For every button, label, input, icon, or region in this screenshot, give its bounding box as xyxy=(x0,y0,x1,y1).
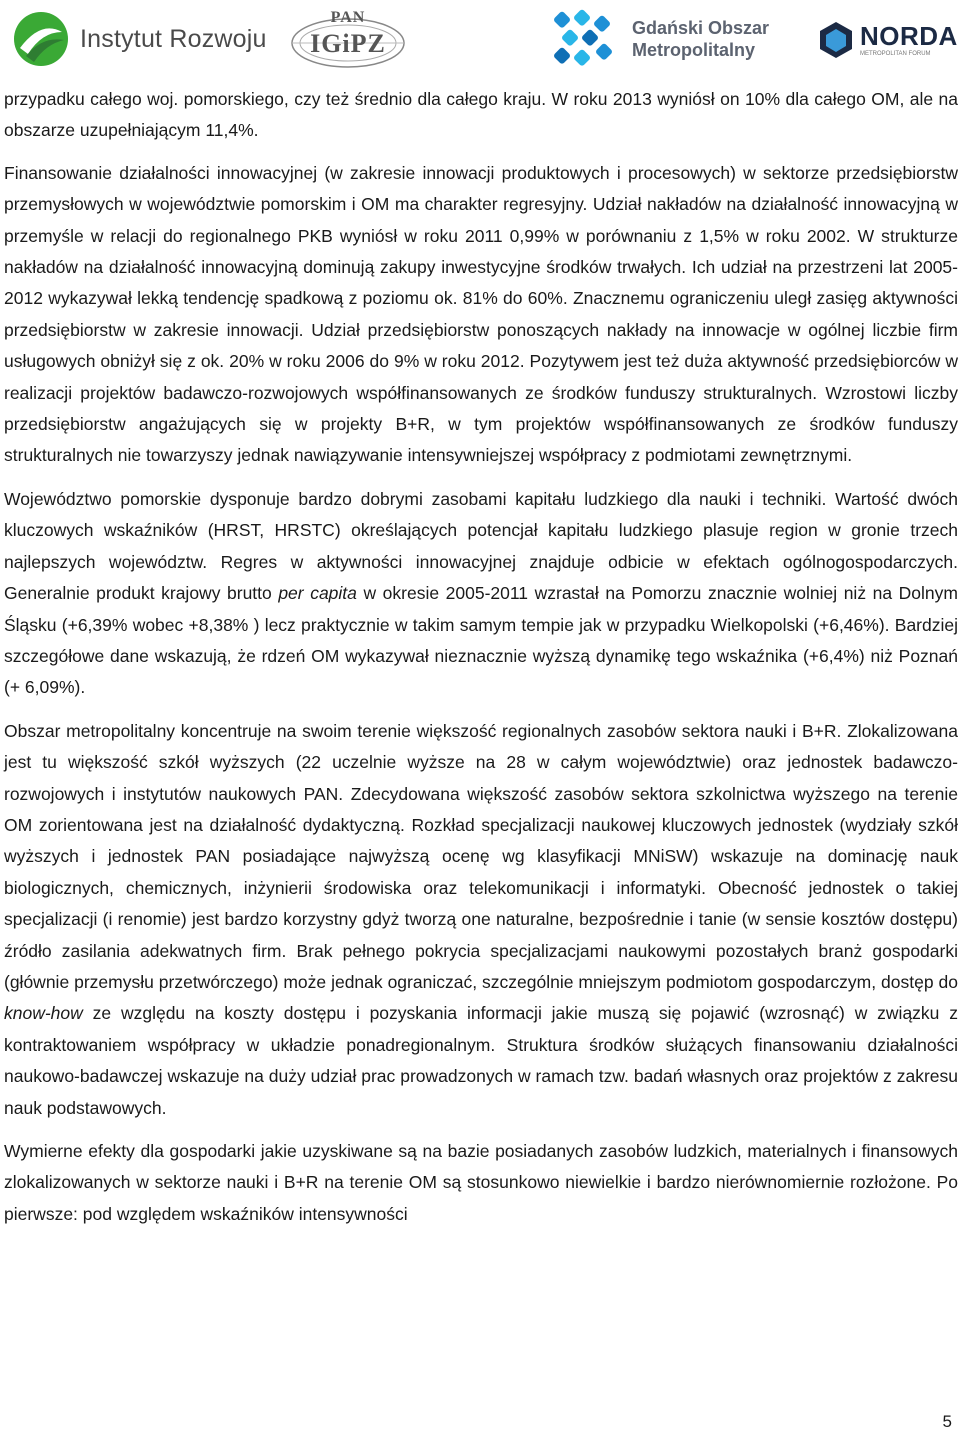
instytut-rozwoju-icon xyxy=(12,10,70,68)
paragraph-4-text-b: ze względu na koszty dostępu i pozyskania informacji jakie muszą się pojawić (wzrosnąć) w związku z kontraktowaniem współpracy w układzie ponadregionalnym. Struktura środków służących finansowaniu działalności naukowo-badawczej wskazuje na duży udział prac prowadzonych w ramach tzw. badań własnych oraz projektów z zakresu nauk podstawowych. xyxy=(4,1003,958,1118)
gdanski-obszar-metropolitalny-icon xyxy=(552,9,618,69)
pan-label: PAN xyxy=(330,9,366,26)
paragraph-4-italic: know-how xyxy=(4,1003,83,1024)
igipz-label: IGiPZ xyxy=(310,29,386,58)
gdo-line2: Metropolitalny xyxy=(632,40,756,60)
paragraph-3 xyxy=(4,484,958,704)
norda-tagline: METROPOLITAN FORUM xyxy=(860,51,931,57)
paragraph-2: Finansowanie działalności innowacyjnej (w zakresie innowacji produktowych i procesowych) w sektorze przedsiębiorstw przemysłowych w województwie pomorskim i OM ma charakter regresyjny. Udział nakładów na działalność innowacyjną w przemyśle w relacji do regionalnego PKB wyniósł w roku 2011 0,99% w porównaniu z 1,5% w roku 2002. W strukturze nakładów na działalność innowacyjną dominują zakupy inwestycyjne środków trwałych. Ich udział na przestrzeni lat 2005-2012 wykazywał lekką tendencję spadkową z poziomu ok. 81% do 60%. Znacznemu ograniczeniu uległ zasięg aktywności przedsiębiorstw w zakresie innowacji. Udział przedsiębiorstw ponoszących nakłady na innowacje w ogólnej liczbie firm usługowych obniżył się z ok. 20% w roku 2006 do 9% w roku 2012. Pozytywem jest też duża aktywność przedsiębiorców w realizacji projektów badawczo-rozwojowych współfinansowanych ze środków funduszy strukturalnych. Wzrostowi liczby przedsiębiorstw angażujących się w projekty B+R, w tym projektów współfinansowanych ze środków funduszy strukturalnych nie towarzyszy jednak nawiązywanie intensywniejszej współpracy z podmiotami zewnętrznymi. xyxy=(4,162,958,466)
instytut-rozwoju-name: Instytut Rozwoju xyxy=(80,24,267,53)
gdanski-obszar-metropolitalny-logo xyxy=(552,8,769,70)
paragraph-3-text-a: Województwo pomorskie dysponuje bardzo dobrymi zasobami kapitału ludzkiego dla nauki i techniki. Wartość dwóch kluczowych wskaźników (HRST, HRSTC) określających potencjał kapitału ludzkiego plasuje region w gronie trzech najlepszych województw. Regres w aktywności innowacyjnej znajduje odbicie w efektach ogólnogospodarczych. Generalnie produkt krajowy brutto xyxy=(4,488,958,604)
page-header xyxy=(0,0,960,80)
paragraph-3-italic: per capita xyxy=(278,583,357,604)
paragraph-5: Wymierne efekty dla gospodarki jakie uzyskiwane są na bazie posiadanych zasobów ludzkich, materialnych i finansowych zlokalizowanych w sektorze nauki i B+R na terenie OM są stosunkowo niewielkie i bardzo nierównomiernie rozłożone. Po pierwsze: pod względem wskaźników intensywności xyxy=(4,1141,958,1224)
paragraph-3-text-b: w okresie 2005-2011 wzrastał na Pomorzu znacznie wolniej niż na Dolnym Śląsku (+6,39% wobec +8,38% ) lecz praktycznie w takim samym tempie jak w przypadku Wielkopolski (+6,46%). Bardziej szczegółowe dane wskazują, że rdzeń OM wykazywał nieznacznie wyższą dynamikę tego wskaźnika (+6,4%) niż Poznań (+ 6,09%). xyxy=(4,583,958,698)
norda-logo xyxy=(818,8,958,72)
norda-icon xyxy=(818,20,854,60)
pan-igipz-logo xyxy=(288,8,408,70)
paragraph-4-text-a: Obszar metropolitalny koncentruje na swoim terenie większość regionalnych zasobów sektora nauki i B+R. Zlokalizowana jest tu większość szkół wyższych (22 uczelnie wyższe na 28 w całym województwie) oraz jednostek badawczo-rozwojowych i instytutów naukowych PAN. Zdecydowana większość zasobów sektora szkolnictwa wyższego na terenie OM zorientowana jest na działalność dydaktyczną. Rozkład specjalizacji naukowej kluczowych jednostek (wydziały szkół wyższych i jednostek PAN posiadające najwyższą ocenę wg klasyfikacji MNiSW) wskazuje na dominację nauk biologicznych, chemicznych, inżynierii środowiska oraz telekomunikacji i informatyki. Obecność jednostek o takiej specjalizacji (i renomie) jest bardzo korzystny gdyż tworzą one naturalne, bezpośrednie i tanie (w sensie kosztów dostępu) źródło zasilania adekwatnych firm. Brak pełnego pokrycia specjalizacjami naukowymi pozostałych branż gospodarki (głównie przemysłu przetwórczego) może jednak ograniczać, szczególnie mniejszym podmiotom gospodarczym, dostęp do xyxy=(4,720,958,992)
gdo-line1: Gdański Obszar xyxy=(632,18,770,38)
paragraph-4 xyxy=(4,716,958,1124)
norda-name: NORDA xyxy=(860,21,958,51)
instytut-rozwoju-logo xyxy=(12,6,267,72)
paragraph-1: przypadku całego woj. pomorskiego, czy też średnio dla całego kraju. W roku 2013 wyniósł on 10% dla całego OM, ale na obszarze uzupełniającym 11,4%. xyxy=(4,89,958,141)
document-body xyxy=(4,84,958,1242)
page-number: 5 xyxy=(942,1412,952,1431)
